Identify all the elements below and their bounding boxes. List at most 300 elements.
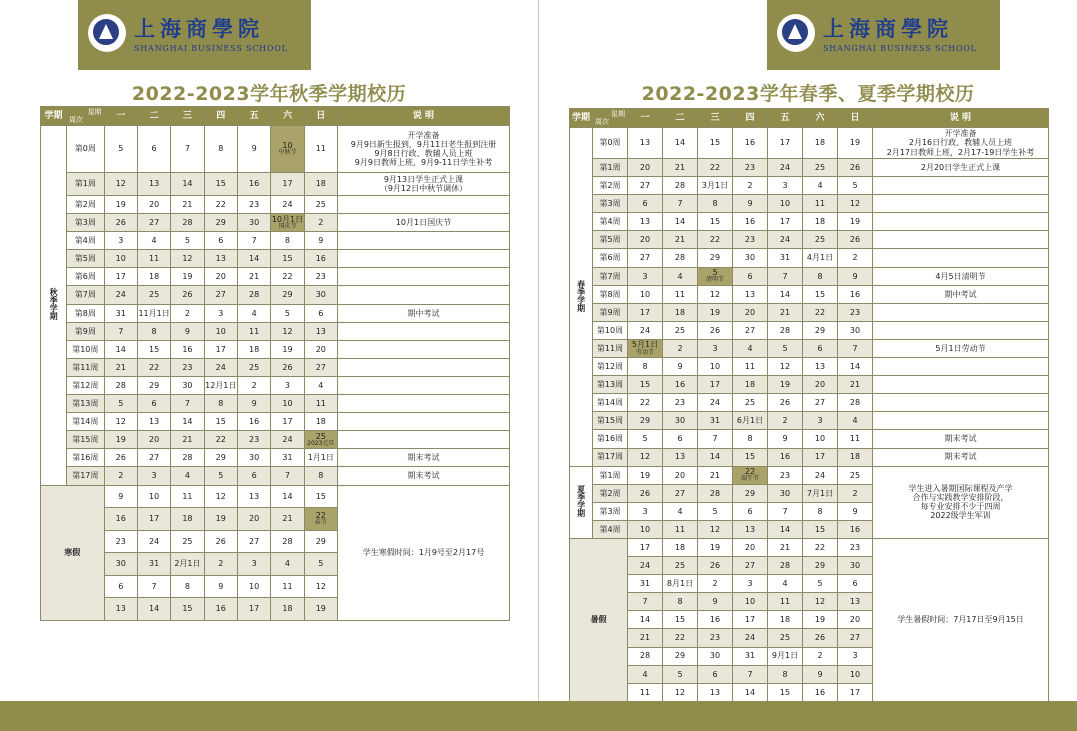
week-cell: 第6周 bbox=[67, 268, 105, 286]
day-cell bbox=[204, 376, 237, 394]
week-cell: 第14周 bbox=[593, 394, 628, 412]
day-cell bbox=[104, 508, 137, 531]
day-number: 6 bbox=[747, 506, 753, 516]
day-number: 6 bbox=[747, 271, 753, 281]
day-number: 7 bbox=[782, 506, 788, 516]
day-cell bbox=[628, 394, 663, 412]
table-row bbox=[41, 413, 510, 431]
day-number: 28 bbox=[779, 325, 791, 335]
note-cell bbox=[873, 177, 1049, 195]
day-cell bbox=[271, 196, 304, 214]
day-number: 21 bbox=[282, 514, 293, 524]
day-number: 26 bbox=[115, 453, 126, 463]
day-cell bbox=[271, 214, 304, 232]
day-number: 17 bbox=[779, 138, 791, 148]
day-cell bbox=[271, 467, 304, 485]
table-row bbox=[41, 485, 510, 508]
day-number: 2 bbox=[852, 488, 858, 498]
day-cell bbox=[304, 467, 337, 485]
day-cell bbox=[698, 128, 733, 159]
day-cell bbox=[838, 231, 873, 249]
day-number: 30 bbox=[315, 290, 326, 300]
day-cell bbox=[271, 530, 304, 553]
day-cell bbox=[204, 449, 237, 467]
day-cell bbox=[698, 321, 733, 339]
day-cell bbox=[137, 232, 170, 250]
day-number: 20 bbox=[814, 380, 826, 390]
day-number: 25 bbox=[249, 362, 260, 372]
day-number: 10月1日 bbox=[271, 214, 304, 224]
day-cell bbox=[171, 173, 204, 196]
day-number: 19 bbox=[709, 542, 721, 552]
day-cell bbox=[803, 629, 838, 647]
day-cell bbox=[838, 159, 873, 177]
day-cell bbox=[803, 213, 838, 231]
day-cell bbox=[628, 213, 663, 231]
day-cell bbox=[768, 339, 803, 357]
day-cell bbox=[304, 286, 337, 304]
day-cell bbox=[237, 214, 270, 232]
day-cell bbox=[104, 467, 137, 485]
day-cell bbox=[663, 159, 698, 177]
term-cell bbox=[570, 466, 593, 538]
day-cell bbox=[137, 395, 170, 413]
weekday-header: 五 bbox=[768, 109, 803, 128]
day-cell bbox=[663, 249, 698, 267]
day-cell bbox=[663, 358, 698, 376]
day-number: 19 bbox=[639, 470, 651, 480]
day-cell bbox=[733, 484, 768, 502]
day-cell bbox=[663, 647, 698, 665]
table-row bbox=[41, 340, 510, 358]
day-cell bbox=[628, 128, 663, 159]
day-cell bbox=[237, 322, 270, 340]
day-cell bbox=[663, 321, 698, 339]
note-text: 期中考试 bbox=[407, 308, 440, 318]
note-cell bbox=[337, 340, 509, 358]
term-header: 学期 bbox=[570, 109, 593, 128]
day-number: 21 bbox=[779, 542, 791, 552]
day-number: 15 bbox=[315, 491, 326, 501]
day-number: 15 bbox=[709, 138, 721, 148]
day-number: 7 bbox=[184, 398, 190, 408]
day-number: 15 bbox=[744, 452, 756, 462]
day-number: 9 bbox=[218, 581, 224, 591]
week-cell: 第4周 bbox=[67, 232, 105, 250]
day-number: 5 bbox=[677, 669, 683, 679]
day-number: 13 bbox=[674, 452, 686, 462]
day-number: 3 bbox=[852, 651, 858, 661]
day-number: 13 bbox=[249, 491, 260, 501]
table-row bbox=[41, 395, 510, 413]
week-cell: 第10周 bbox=[67, 340, 105, 358]
day-cell bbox=[628, 430, 663, 448]
day-cell bbox=[838, 430, 873, 448]
term-label: 夏季学期 bbox=[576, 485, 586, 518]
day-number: 13 bbox=[639, 217, 651, 227]
day-number: 23 bbox=[115, 536, 126, 546]
day-number: 11月1日 bbox=[138, 308, 170, 318]
day-number: 23 bbox=[744, 162, 756, 172]
day-number: 31 bbox=[115, 308, 126, 318]
day-number: 2 bbox=[782, 416, 788, 426]
note-cell bbox=[337, 358, 509, 376]
day-number: 13 bbox=[849, 597, 861, 607]
note-header: 说 明 bbox=[873, 109, 1049, 128]
day-number: 12月1日 bbox=[205, 380, 237, 390]
note-cell bbox=[337, 449, 509, 467]
table-row bbox=[570, 128, 1049, 159]
day-cell bbox=[698, 358, 733, 376]
school-seal-icon bbox=[777, 14, 815, 52]
day-cell bbox=[271, 553, 304, 576]
day-number: 24 bbox=[744, 633, 756, 643]
day-number: 22 bbox=[709, 162, 721, 172]
day-number: 2 bbox=[747, 181, 753, 191]
page-title: 2022-2023学年秋季学期校历 bbox=[131, 83, 407, 105]
day-cell bbox=[838, 128, 873, 159]
day-cell bbox=[304, 508, 337, 531]
week-label: 周次 bbox=[69, 115, 84, 124]
spring-summer-calendar-page bbox=[539, 0, 1077, 731]
table-row bbox=[41, 173, 510, 196]
day-number: 17 bbox=[779, 217, 791, 227]
day-number: 17 bbox=[282, 417, 293, 427]
day-cell bbox=[803, 538, 838, 556]
day-number: 26 bbox=[639, 488, 651, 498]
day-number: 15 bbox=[215, 417, 226, 427]
day-cell bbox=[803, 665, 838, 683]
day-cell bbox=[838, 683, 873, 701]
day-number: 3 bbox=[817, 416, 823, 426]
day-cell bbox=[768, 358, 803, 376]
day-cell bbox=[663, 611, 698, 629]
table-row bbox=[570, 231, 1049, 249]
day-cell bbox=[768, 376, 803, 394]
day-number: 25 bbox=[182, 536, 193, 546]
day-number: 12 bbox=[215, 491, 226, 501]
holiday-label: 2023元旦 bbox=[307, 439, 335, 447]
day-cell bbox=[204, 322, 237, 340]
day-cell bbox=[204, 196, 237, 214]
day-number: 1月1日 bbox=[307, 453, 334, 463]
day-number: 15 bbox=[639, 380, 651, 390]
day-number: 24 bbox=[282, 435, 293, 445]
table-row bbox=[41, 232, 510, 250]
day-number: 7 bbox=[782, 271, 788, 281]
school-name-en: SHANGHAI BUSINESS SCHOOL bbox=[134, 44, 288, 53]
day-cell bbox=[104, 250, 137, 268]
note-cell bbox=[337, 173, 509, 196]
day-number: 6 bbox=[712, 669, 718, 679]
note-cell bbox=[873, 339, 1049, 357]
day-number: 6 bbox=[852, 579, 858, 589]
day-number: 27 bbox=[849, 633, 861, 643]
day-cell bbox=[663, 394, 698, 412]
table-row bbox=[570, 538, 1049, 556]
day-number: 9 bbox=[118, 491, 124, 501]
day-cell bbox=[733, 593, 768, 611]
day-cell bbox=[171, 214, 204, 232]
day-cell bbox=[171, 467, 204, 485]
day-number: 20 bbox=[249, 514, 260, 524]
day-number: 29 bbox=[315, 536, 326, 546]
day-number: 16 bbox=[115, 514, 126, 524]
day-number: 30 bbox=[744, 253, 756, 263]
day-cell bbox=[104, 485, 137, 508]
autumn-calendar-page bbox=[0, 0, 538, 731]
day-cell bbox=[237, 126, 270, 173]
day-cell bbox=[237, 508, 270, 531]
day-cell bbox=[803, 394, 838, 412]
day-cell bbox=[698, 412, 733, 430]
day-number: 18 bbox=[148, 272, 160, 282]
autumn-calendar-table bbox=[40, 106, 510, 621]
day-cell bbox=[698, 575, 733, 593]
day-number: 11 bbox=[744, 361, 756, 371]
day-cell bbox=[698, 538, 733, 556]
day-number: 10 bbox=[849, 669, 861, 679]
day-cell bbox=[733, 557, 768, 575]
day-number: 4 bbox=[318, 380, 324, 390]
day-number: 16 bbox=[249, 417, 260, 427]
day-number: 2月1日 bbox=[174, 559, 201, 569]
day-cell bbox=[733, 502, 768, 520]
table-row bbox=[41, 467, 510, 485]
day-cell bbox=[768, 593, 803, 611]
day-cell bbox=[628, 647, 663, 665]
day-cell bbox=[663, 593, 698, 611]
day-cell bbox=[803, 376, 838, 394]
day-number: 22 bbox=[744, 467, 756, 477]
day-number: 8 bbox=[747, 434, 753, 444]
day-cell bbox=[768, 285, 803, 303]
day-number: 16 bbox=[744, 138, 756, 148]
day-cell bbox=[628, 629, 663, 647]
day-cell bbox=[104, 340, 137, 358]
day-number: 2 bbox=[251, 380, 257, 390]
day-number: 13 bbox=[639, 138, 651, 148]
day-cell bbox=[204, 268, 237, 286]
note-cell bbox=[873, 412, 1049, 430]
day-cell bbox=[237, 340, 270, 358]
day-number: 31 bbox=[148, 559, 160, 569]
week-cell: 第13周 bbox=[593, 376, 628, 394]
day-number: 22 bbox=[282, 272, 293, 282]
day-cell bbox=[104, 304, 137, 322]
day-cell bbox=[171, 485, 204, 508]
day-number: 17 bbox=[744, 615, 756, 625]
day-number: 26 bbox=[814, 633, 826, 643]
table-row bbox=[570, 249, 1049, 267]
day-number: 19 bbox=[709, 307, 721, 317]
table-row bbox=[570, 321, 1049, 339]
day-number: 30 bbox=[249, 218, 260, 228]
day-number: 8 bbox=[817, 271, 823, 281]
day-cell bbox=[663, 412, 698, 430]
vacation-note: 学生暑假时间：7月17日至9月15日 bbox=[897, 615, 1024, 625]
day-number: 12 bbox=[709, 524, 721, 534]
day-cell bbox=[237, 286, 270, 304]
note-cell bbox=[337, 376, 509, 394]
day-number: 3 bbox=[118, 236, 124, 246]
day-number: 5 bbox=[318, 559, 324, 569]
day-number: 24 bbox=[282, 199, 293, 209]
day-number: 5 bbox=[642, 434, 648, 444]
day-cell bbox=[204, 286, 237, 304]
note-cell bbox=[337, 286, 509, 304]
day-cell bbox=[628, 339, 663, 357]
day-cell bbox=[663, 502, 698, 520]
day-cell bbox=[137, 449, 170, 467]
day-cell bbox=[838, 412, 873, 430]
day-cell bbox=[768, 466, 803, 484]
note-cell bbox=[337, 268, 509, 286]
day-number: 5 bbox=[118, 144, 124, 154]
day-number: 24 bbox=[639, 561, 651, 571]
day-cell bbox=[733, 213, 768, 231]
day-cell bbox=[733, 231, 768, 249]
day-cell bbox=[803, 466, 838, 484]
day-number: 28 bbox=[182, 453, 193, 463]
day-cell bbox=[271, 250, 304, 268]
day-number: 17 bbox=[249, 604, 260, 614]
day-cell bbox=[838, 665, 873, 683]
day-cell bbox=[698, 394, 733, 412]
day-number: 15 bbox=[674, 615, 686, 625]
day-number: 5 bbox=[184, 236, 190, 246]
day-cell bbox=[628, 448, 663, 466]
day-cell bbox=[628, 412, 663, 430]
note-cell bbox=[873, 128, 1049, 159]
day-cell bbox=[698, 195, 733, 213]
day-cell bbox=[838, 285, 873, 303]
day-number: 20 bbox=[849, 615, 861, 625]
note-cell bbox=[873, 321, 1049, 339]
day-number: 6 bbox=[318, 308, 324, 318]
table-row bbox=[41, 449, 510, 467]
day-cell bbox=[768, 267, 803, 285]
day-number: 7 bbox=[642, 597, 648, 607]
day-cell bbox=[803, 358, 838, 376]
day-cell bbox=[768, 303, 803, 321]
day-number: 30 bbox=[182, 380, 193, 390]
day-cell bbox=[733, 647, 768, 665]
day-number: 27 bbox=[249, 536, 260, 546]
table-row bbox=[41, 250, 510, 268]
day-cell bbox=[838, 557, 873, 575]
day-cell bbox=[698, 339, 733, 357]
week-cell: 第7周 bbox=[593, 267, 628, 285]
day-cell bbox=[171, 431, 204, 449]
note-cell bbox=[873, 394, 1049, 412]
day-number: 23 bbox=[744, 235, 756, 245]
logo-banner bbox=[767, 0, 1000, 70]
week-cell: 第9周 bbox=[593, 303, 628, 321]
day-number: 12 bbox=[282, 326, 293, 336]
day-cell bbox=[663, 267, 698, 285]
day-cell bbox=[137, 250, 170, 268]
week-cell: 第16周 bbox=[67, 449, 105, 467]
table-row bbox=[570, 195, 1049, 213]
day-cell bbox=[838, 611, 873, 629]
day-number: 11 bbox=[315, 398, 326, 408]
day-cell bbox=[838, 195, 873, 213]
day-cell bbox=[628, 538, 663, 556]
week-cell: 第9周 bbox=[67, 322, 105, 340]
day-number: 25 bbox=[674, 561, 686, 571]
note-text: 4月5日清明节 bbox=[935, 271, 986, 281]
day-number: 27 bbox=[315, 362, 326, 372]
day-number: 12 bbox=[849, 199, 861, 209]
day-cell bbox=[768, 213, 803, 231]
note-cell bbox=[337, 214, 509, 232]
day-cell bbox=[204, 126, 237, 173]
week-cell: 第8周 bbox=[67, 304, 105, 322]
day-cell bbox=[271, 232, 304, 250]
table-row bbox=[570, 267, 1049, 285]
day-cell bbox=[104, 449, 137, 467]
day-number: 18 bbox=[182, 514, 193, 524]
table-row bbox=[570, 177, 1049, 195]
week-cell: 第6周 bbox=[593, 249, 628, 267]
day-cell bbox=[838, 339, 873, 357]
day-cell bbox=[304, 214, 337, 232]
table-row bbox=[570, 339, 1049, 357]
day-number: 14 bbox=[779, 524, 791, 534]
day-number: 8 bbox=[218, 144, 224, 154]
day-number: 20 bbox=[148, 199, 160, 209]
day-number: 5 bbox=[712, 506, 718, 516]
weekday-header: 六 bbox=[271, 107, 304, 126]
day-cell bbox=[304, 304, 337, 322]
table-row bbox=[570, 394, 1049, 412]
day-cell bbox=[271, 358, 304, 376]
day-cell bbox=[104, 322, 137, 340]
day-cell bbox=[628, 683, 663, 701]
day-cell bbox=[271, 322, 304, 340]
day-number: 28 bbox=[282, 536, 293, 546]
day-cell bbox=[838, 520, 873, 538]
day-number: 3 bbox=[642, 506, 648, 516]
day-cell bbox=[137, 126, 170, 173]
day-number: 28 bbox=[849, 398, 861, 408]
day-number: 10 bbox=[215, 326, 226, 336]
day-number: 7 bbox=[677, 199, 683, 209]
day-cell bbox=[768, 557, 803, 575]
day-cell bbox=[768, 629, 803, 647]
day-number: 7 bbox=[712, 434, 718, 444]
day-cell bbox=[171, 553, 204, 576]
day-number: 7 bbox=[118, 326, 124, 336]
day-number: 17 bbox=[282, 179, 293, 189]
winter-note: 学生寒假时间：1月9号至2月17号 bbox=[362, 547, 485, 557]
day-cell bbox=[271, 449, 304, 467]
day-cell bbox=[838, 376, 873, 394]
note-text: 期中考试 bbox=[944, 289, 977, 299]
day-cell bbox=[733, 321, 768, 339]
day-number: 31 bbox=[779, 253, 791, 263]
day-cell bbox=[698, 177, 733, 195]
day-cell bbox=[733, 665, 768, 683]
weekday-week-header bbox=[593, 109, 628, 128]
day-cell bbox=[733, 285, 768, 303]
day-cell bbox=[137, 196, 170, 214]
day-number: 23 bbox=[182, 362, 193, 372]
day-number: 4 bbox=[284, 559, 290, 569]
day-cell bbox=[803, 195, 838, 213]
day-number: 9 bbox=[677, 361, 683, 371]
